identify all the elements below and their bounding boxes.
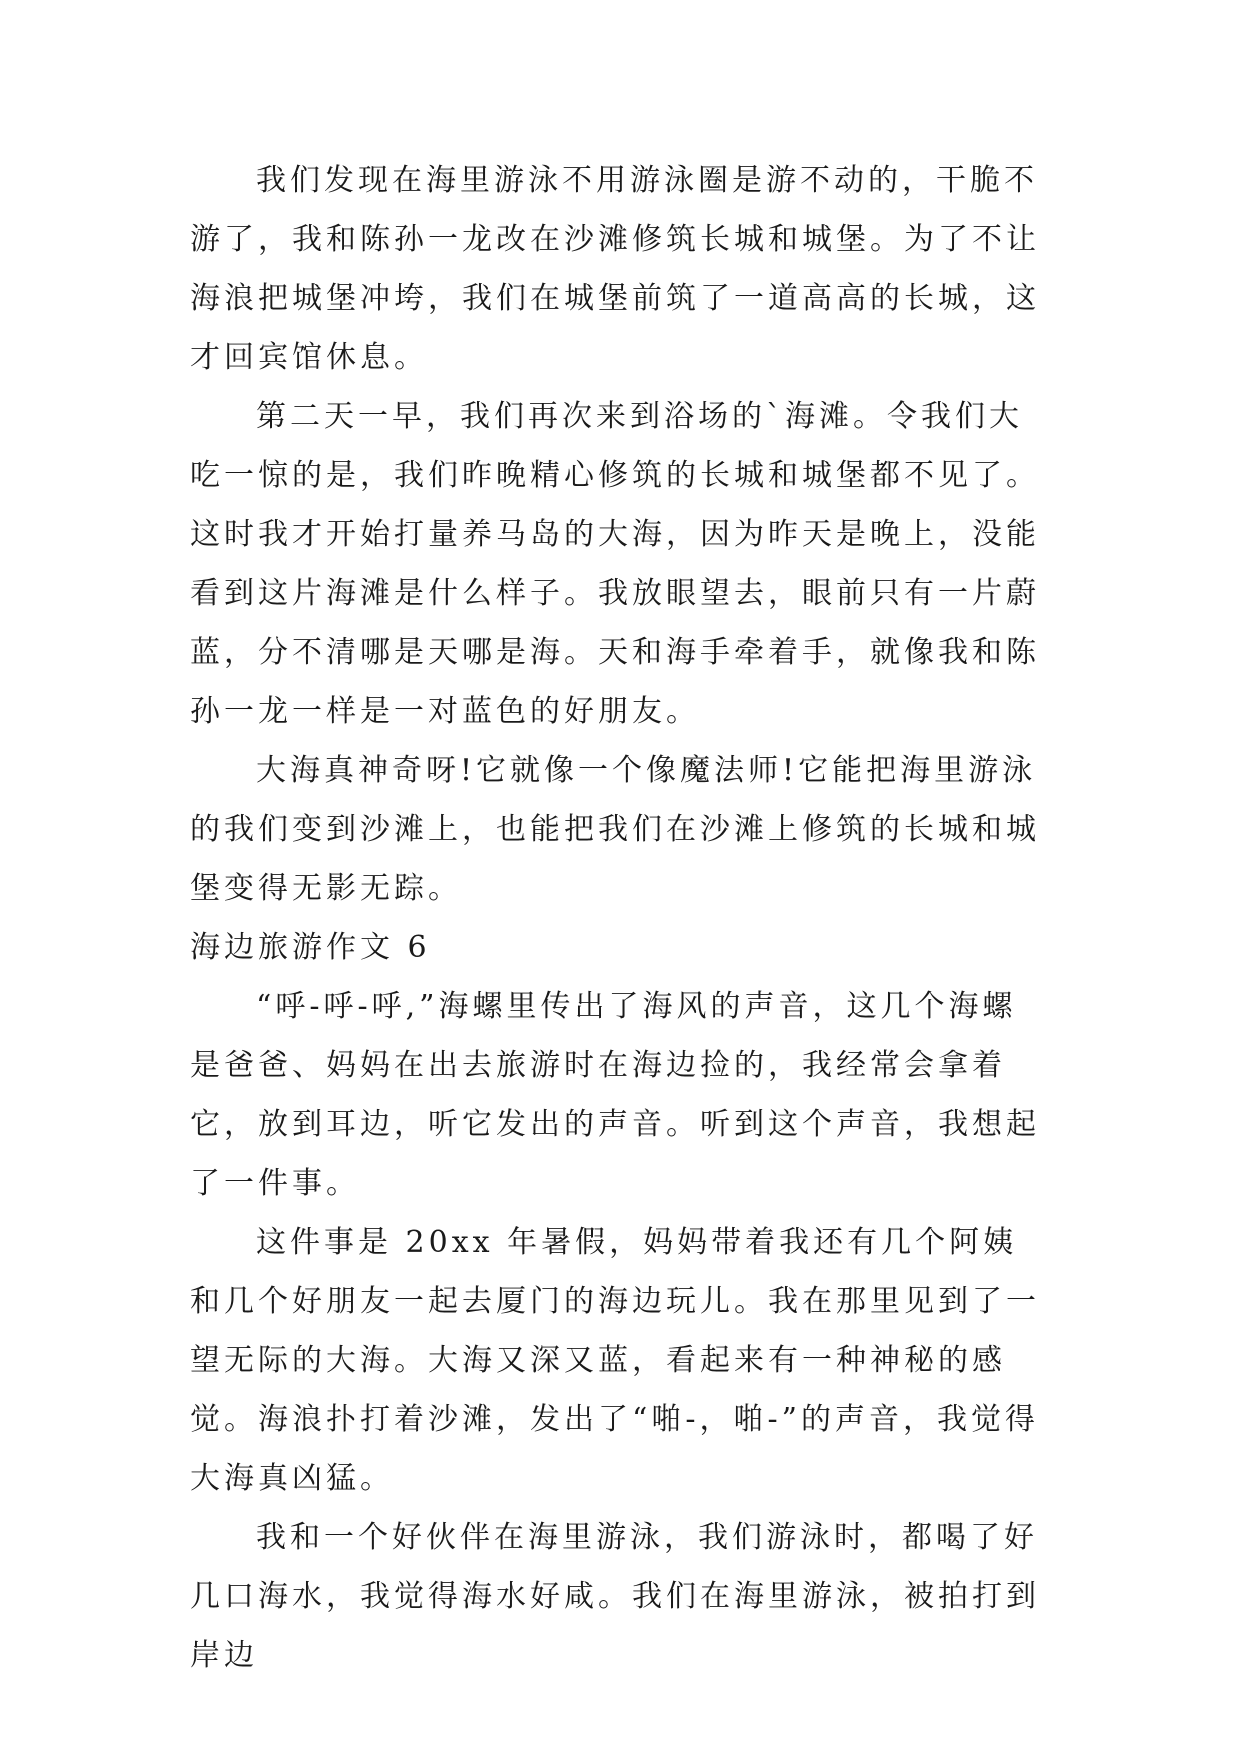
paragraph-next-morning: 第二天一早，我们再次来到浴场的`海滩。令我们大吃一惊的是，我们昨晚精心修筑的长城和城堡都不见了。这时我才开始打量养马岛的大海，因为昨天是晚上，没能看到这片海滩是什么样子。我放眼望去，眼前只有一片蔚蓝，分不清哪是天哪是海。天和海手牵着手，就像我和陈孙一龙一样是一对蓝色的好朋友。 (190, 399, 1040, 729)
paragraph-conch: “呼-呼-呼,”海螺里传出了海风的声音，这几个海螺是爸爸、妈妈在出去旅游时在海边捡的，我经常会拿着它，放到耳边，听它发出的声音。听到这个声音，我想起了一件事。 (190, 989, 1040, 1201)
paragraph-sandcastle: 我们发现在海里游泳不用游泳圈是游不动的，干脆不游了，我和陈孙一龙改在沙滩修筑长城和城堡。为了不让海浪把城堡冲垮，我们在城堡前筑了一道高高的长城，这才回宾馆休息。 (190, 163, 1040, 375)
paragraph-summer-trip: 这件事是 20xx 年暑假，妈妈带着我还有几个阿姨和几个好朋友一起去厦门的海边玩儿。我在那里见到了一望无际的大海。大海又深又蓝，看起来有一种神秘的感觉。海浪扑打着沙滩，发出了“啪-，啪-”的声音，我觉得大海真凶猛。 (190, 1225, 1040, 1496)
paragraph-swimming: 我和一个好伙伴在海里游泳，我们游泳时，都喝了好几口海水，我觉得海水好咸。我们在海里游泳，被拍打到岸边 (190, 1520, 1040, 1673)
paragraph-magic-sea: 大海真神奇呀!它就像一个像魔法师!它能把海里游泳的我们变到沙滩上，也能把我们在沙滩上修筑的长城和城堡变得无影无踪。 (190, 753, 1040, 906)
document-body (190, 151, 1050, 1685)
essay-heading: 海边旅游作文 6 (190, 930, 431, 965)
